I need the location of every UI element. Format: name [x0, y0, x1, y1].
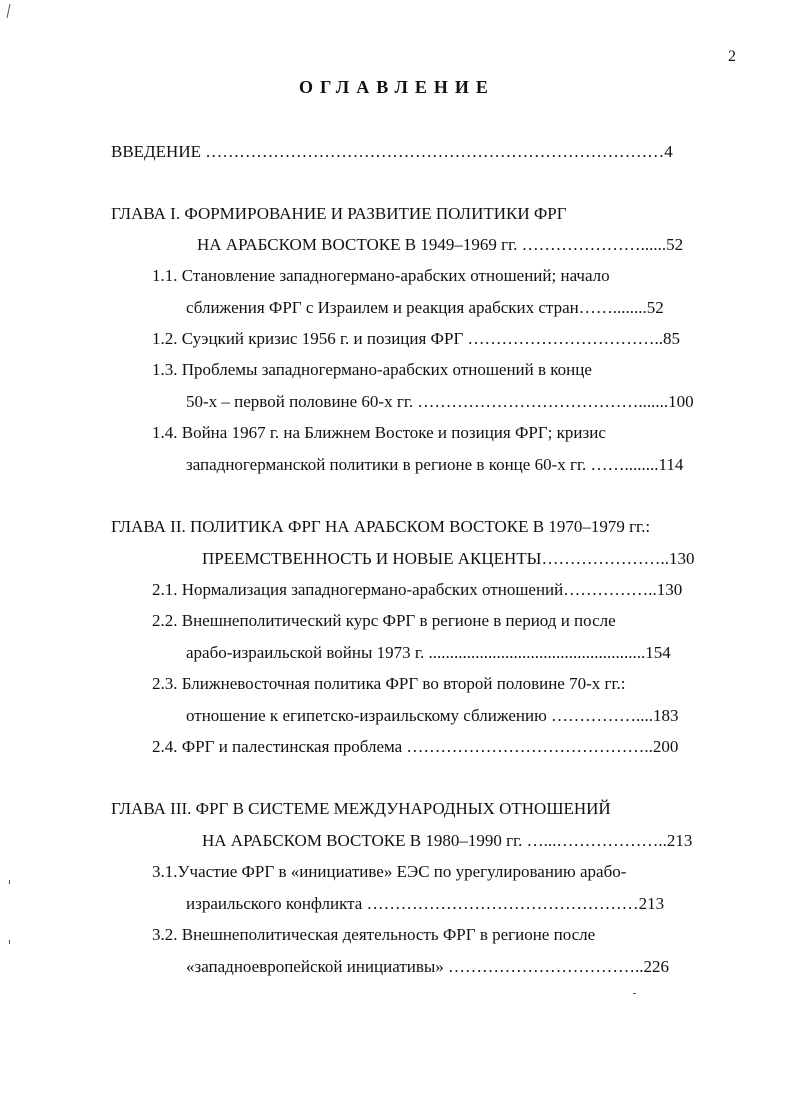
toc-entry-2-2[interactable]: 2.2. Внешнеполитический курс ФРГ в регионе в период и после [152, 611, 616, 630]
toc-chapter-2-title-cont[interactable]: ПРЕЕМСТВЕННОСТЬ И НОВЫЕ АКЦЕНТЫ…………………..130 [202, 549, 695, 568]
toc-entry-1-4[interactable]: 1.4. Война 1967 г. на Ближнем Востоке и позиция ФРГ; кризис [152, 423, 606, 442]
toc-entry-1-3-cont[interactable]: 50-х – первой половине 60-х гг. ………………………………….......100 [186, 392, 694, 411]
scan-mark [633, 993, 636, 994]
toc-entry-2-3-cont[interactable]: отношение к египетско-израильскому сближению ……………....183 [186, 706, 679, 725]
toc-chapter-2-title[interactable]: ГЛАВА II. ПОЛИТИКА ФРГ НА АРАБСКОМ ВОСТОКЕ В 1970–1979 гг.: [111, 517, 651, 536]
toc-entry-3-1-cont[interactable]: израильского конфликта …………………………………………213 [186, 894, 665, 913]
toc-entry-3-1[interactable]: 3.1.Участие ФРГ в «инициативе» ЕЭС по урегулированию арабо- [152, 862, 627, 881]
toc-chapter-1-title-cont[interactable]: НА АРАБСКОМ ВОСТОКЕ В 1949–1969 гг. …………………......52 [197, 235, 684, 254]
toc-entry-1-1[interactable]: 1.1. Становление западногермано-арабских отношений; начало [152, 266, 610, 285]
toc-entry-2-1[interactable]: 2.1. Нормализация западногермано-арабских отношений……………..130 [152, 580, 683, 599]
toc-entry-3-2[interactable]: 3.2. Внешнеполитическая деятельность ФРГ в регионе после [152, 925, 596, 944]
toc-entry-1-3[interactable]: 1.3. Проблемы западногермано-арабских отношений в конце [152, 360, 592, 379]
toc-entry-2-2-cont[interactable]: арабо-израильской войны 1973 г. ...................................................154 [186, 643, 671, 662]
toc-entry-1-4-cont[interactable]: западногерманской политики в регионе в конце 60-х гг. ……........114 [186, 455, 684, 474]
toc-chapter-3-title[interactable]: ГЛАВА III. ФРГ В СИСТЕМЕ МЕЖДУНАРОДНЫХ ОТНОШЕНИЙ [111, 799, 611, 818]
toc-entry-3-2-cont[interactable]: «западноевропейской инициативы» ……………………………..226 [186, 957, 670, 976]
page-number: 2 [728, 48, 736, 65]
scan-mark [9, 880, 10, 884]
page-title: ОГЛАВЛЕНИЕ [299, 77, 495, 97]
toc-entry-2-4[interactable]: 2.4. ФРГ и палестинская проблема ……………………………………..200 [152, 737, 679, 756]
scan-mark [7, 4, 11, 18]
toc-entry-introduction[interactable]: ВВЕДЕНИЕ ………………………………………………………………………4 [111, 142, 673, 161]
toc-entry-2-3[interactable]: 2.3. Ближневосточная политика ФРГ во второй половине 70-х гг.: [152, 674, 626, 693]
toc-entry-1-1-cont[interactable]: сближения ФРГ с Израилем и реакция арабских стран……........52 [186, 298, 664, 317]
toc-entry-1-2[interactable]: 1.2. Суэцкий кризис 1956 г. и позиция ФРГ ……………………………..85 [152, 329, 681, 348]
toc-chapter-1-title[interactable]: ГЛАВА I. ФОРМИРОВАНИЕ И РАЗВИТИЕ ПОЛИТИКИ ФРГ [111, 204, 567, 223]
toc-chapter-3-title-cont[interactable]: НА АРАБСКОМ ВОСТОКЕ В 1980–1990 гг. …...………………..213 [202, 831, 693, 850]
scan-mark [9, 940, 10, 944]
